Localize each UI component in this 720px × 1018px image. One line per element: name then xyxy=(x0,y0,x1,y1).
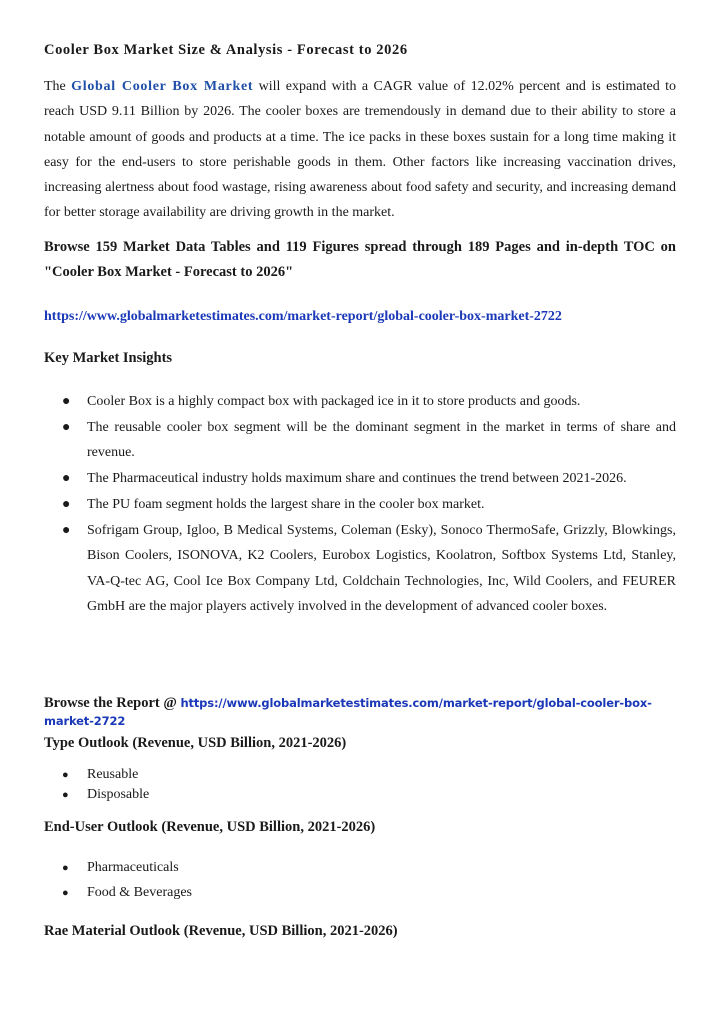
type-item-text: Disposable xyxy=(87,787,150,802)
bullet-icon: ● xyxy=(62,471,71,486)
material-outlook-heading: Rae Material Outlook (Revenue, USD Billion, 2021-2026) xyxy=(44,923,398,939)
bullet-icon: ● xyxy=(62,769,69,781)
list-item xyxy=(62,466,676,491)
intro-paragraph xyxy=(44,74,676,226)
type-outlook-heading: Type Outlook (Revenue, USD Billion, 2021-2026) xyxy=(44,735,347,751)
bullet-icon: ● xyxy=(62,497,71,512)
list-item xyxy=(62,389,676,414)
insight-text: The PU foam segment holds the largest share in the cooler box market. xyxy=(87,497,485,512)
insight-text: Cooler Box is a highly compact box with packaged ice in it to store products and goods. xyxy=(87,394,581,409)
insight-text: The Pharmaceutical industry holds maximum share and continues the trend between 2021-2026. xyxy=(87,471,627,486)
report-link[interactable]: https://www.globalmarketestimates.com/market-report/global-cooler-box-market-2722 xyxy=(44,309,562,324)
browse-report-link[interactable]: https://www.globalmarketestimates.com/market-report/global-cooler-box-market-2722 xyxy=(44,696,652,728)
browse-tables-text: Browse 159 Market Data Tables and 119 Figures spread through 189 Pages and in-depth TOC on "Cooler Box Market - Forecast to 2026" xyxy=(44,239,676,280)
list-item xyxy=(62,492,676,517)
market-name-highlight: Global Cooler Box Market xyxy=(71,79,254,94)
browse-report-label: Browse the Report @ xyxy=(44,695,181,711)
type-item-text: Reusable xyxy=(87,767,139,782)
list-item xyxy=(62,765,676,785)
list-item xyxy=(62,415,676,466)
end-user-item-text: Pharmaceuticals xyxy=(87,860,179,875)
bullet-icon: ● xyxy=(62,420,71,435)
intro-body: will expand with a CAGR value of 12.02% percent and is estimated to reach USD 9.11 Billion by 2026. The cooler boxes are tremendously in demand due to their ability to store a notable amount of goods and products at a time. The ice packs in these boxes sustain for a long time making it easy for the end-users to store perishable goods in them. Other factors like increasing vaccination drives, increasing alertness about food wastage, rising awareness about food safety and security, and increasing demand for better storage availability are driving growth in the market. xyxy=(44,79,677,221)
bullet-icon: ● xyxy=(62,862,69,874)
bullet-icon: ● xyxy=(62,887,69,899)
list-item xyxy=(62,857,676,879)
page-title: Cooler Box Market Size & Analysis - Forecast to 2026 xyxy=(44,42,408,58)
bullet-icon: ● xyxy=(62,789,69,801)
bullet-icon: ● xyxy=(62,394,71,409)
list-item xyxy=(62,882,676,904)
list-item xyxy=(62,518,676,619)
report-link-line xyxy=(44,307,676,326)
end-user-outlook-heading: End-User Outlook (Revenue, USD Billion, 2021-2026) xyxy=(44,819,376,835)
list-item xyxy=(62,785,676,805)
insight-text: Sofrigam Group, Igloo, B Medical Systems, Coleman (Esky), Sonoco ThermoSafe, Grizzly, Blowkings, Bison Coolers, ISONOVA, K2 Coolers, Eurobox Logistics, Koolatron, Softbox Systems Ltd, Stanley, VA-Q-tec AG, Cool Ice Box Company Ltd, Coldchain Technologies, Inc, Wild Coolers, and FEURER GmbH are the major players actively involved in the development of advanced cooler boxes. xyxy=(87,523,676,614)
intro-prefix: The xyxy=(44,79,72,94)
insight-text: The reusable cooler box segment will be the dominant segment in the market in terms of share and revenue. xyxy=(87,420,676,461)
end-user-item-text: Food & Beverages xyxy=(87,885,192,900)
key-insights-heading: Key Market Insights xyxy=(44,350,173,366)
bullet-icon: ● xyxy=(62,523,71,538)
browse-report-line xyxy=(44,694,676,730)
